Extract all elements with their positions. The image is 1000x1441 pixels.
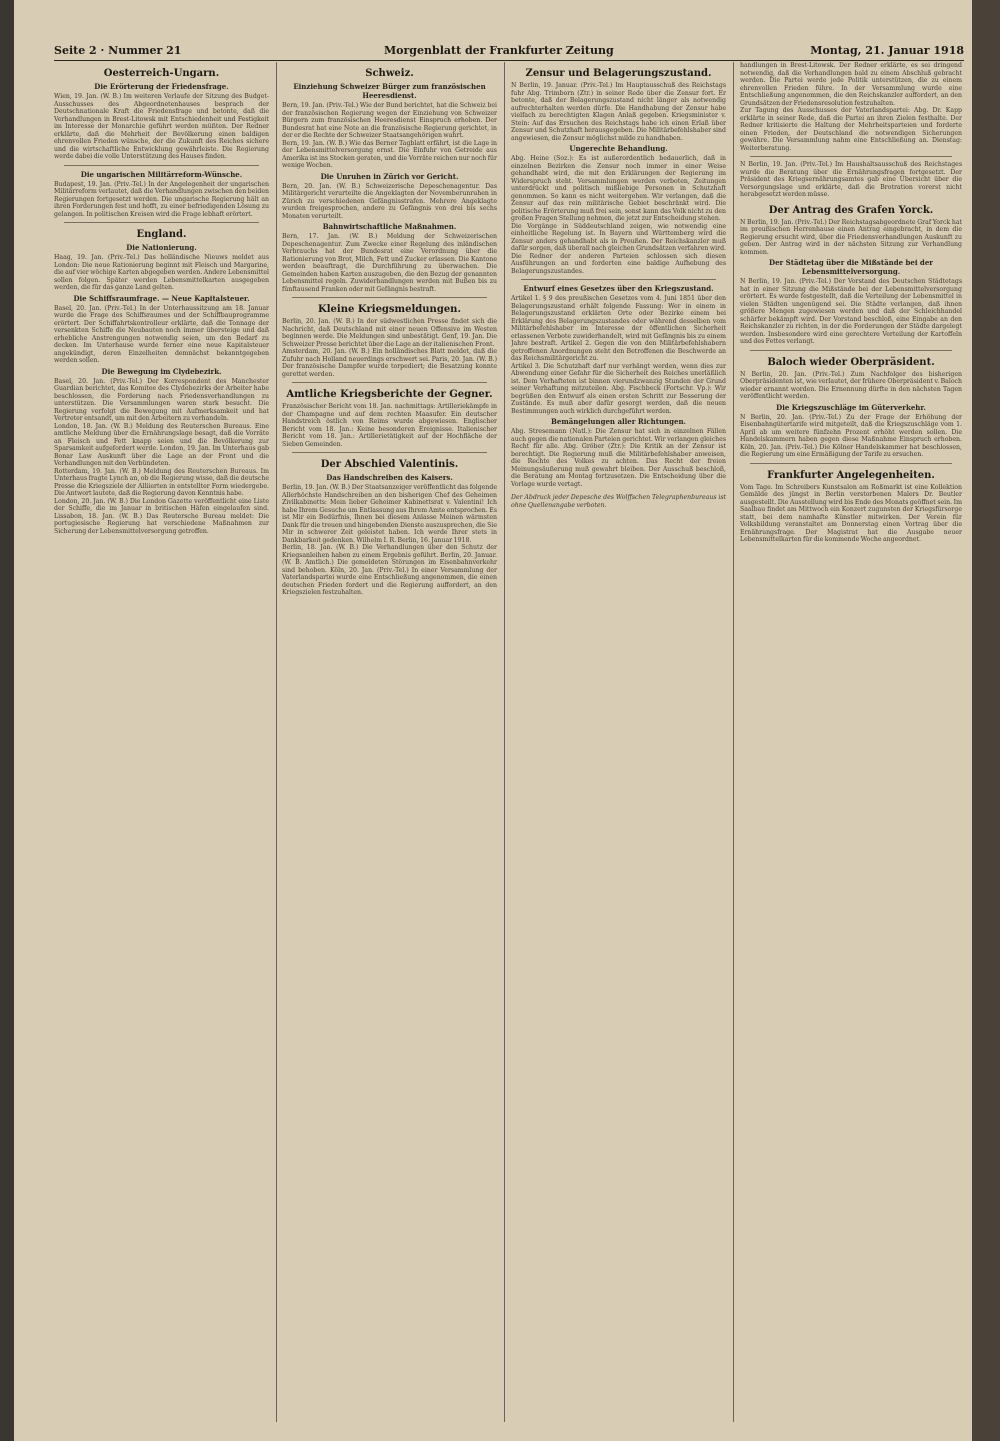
sub-heading: Die Unruhen in Zürich vor Gericht. xyxy=(320,171,459,181)
article-text: Wien, 19. Jan. (W. B.) Im weiteren Verlaufe der Sitzung des Budget-Ausschusses des Abgeordnetenhauses besprach der Deutschnationale Kraft die Friedensfrage und betonte, daß die Verhandlungen in Brest-Litowsk mit Entschiedenheit und Festigkeit im Interesse der Monarchie geführt werden müßten. Der Redner erklärte, daß die Mehrheit der Bevölkerung einen baldigen ehrenvollen Frieden wünsche, der die Zukunft des Reiches sichere und die wirtschaftliche Entwicklung gewährleiste. Die Regierung werde dabei die volle Unterstützung des Hauses finden. xyxy=(54,93,269,160)
newspaper-page xyxy=(14,0,972,1441)
article-text: Rotterdam, 19. Jan. (W. B.) Meldung des Reuterschen Bureaus. Im Unterhaus fragte Lynch an, ob die Regierung wisse, daß die deutsche Presse die Kriegsziele der Alliierten in entstellter Form wiedergebe. Die Antwort lautete, daß die Regierung davon Kenntnis habe. xyxy=(54,467,269,497)
article-text: Bern, 20. Jan. (W. B.) Schweizerische Depeschenagentur. Das Militärgericht verurteilte die Angeklagten der Novemberunruhen in Zürich zu verschiedenen Gefängnisstrafen. Mehrere Angeklagte wurden freigesprochen, andere zu Gefängnis von drei bis sechs Monaten verurteilt. xyxy=(282,182,497,220)
sub-heading: Einziehung Schweizer Bürger zum französischen Heeresdienst. xyxy=(293,82,486,100)
article-text: London, 18. Jan. (W. B.) Meldung des Reuterschen Bureaus. Eine amtliche Meldung über die Ernährungslage besagt, daß die Vorräte an Fleisch und Fett knapp seien und die Bevölkerung zur Sparsamkeit aufgefordert werde. London, 19. Jan. Im Unterhaus gab Bonar Law Auskunft über die Lage an der Front und die Verhandlungen mit den Verbündeten. xyxy=(54,422,269,467)
scan-edge-left xyxy=(0,0,14,1441)
sub-heading: Der Städtetag über die Mißstände bei der Lebensmittelversorgung. xyxy=(769,258,933,276)
article-text: Bern, 17. Jan. (W. B.) Meldung der Schweizerischen Depeschenagentur. Zum Zwecke einer Regelung des inländischen Verbrauchs hat der Bundesrat eine Verordnung über die Rationierung von Brot, Milch, Fett und Zucker erlassen. Die Kantone werden beauftragt, die Durchführung zu überwachen. Die Gemeinden haben Karten auszugeben, die den Bezug der genannten Lebensmittel regeln. Zuwiderhandlungen werden mit Bußen bis zu fünftausend Franken oder mit Gefängnis bestraft. xyxy=(282,233,497,293)
scan-edge-right xyxy=(972,0,1000,1441)
article-text: Vom Tage. Im Schreibers Kunstsalon am Roßmarkt ist eine Kollektion Gemälde des jüngst in Berlin verstorbenen Malers Dr. Beutler ausgestellt. Die Ausstellung wird bis Ende des Monats geöffnet sein. Im Saalbau findet am Mittwoch ein Konzert zugunsten der Kriegsfürsorge statt, bei dem namhafte Künstler mitwirken. Der Verein für Volksbildung veranstaltet am Donnerstag einen Vortrag über die Ernährungsfrage. Der Magistrat hat die Ausgabe neuer Lebensmittelkarten für die kommende Woche angeordnet. xyxy=(740,483,962,543)
column-1 xyxy=(54,62,269,1422)
section-heading: Baloch wieder Oberpräsident. xyxy=(767,356,935,368)
column-2 xyxy=(282,62,497,1422)
article-text: N Berlin, 20. Jan. (Priv.-Tel.) Zum Nachfolger des bisherigen Oberpräsidenten ist, wie verlautet, der frühere Oberpräsident v. Baloch wieder ernannt worden. Die Ernennung dürfte in den nächsten Tagen veröffentlicht werden. xyxy=(740,370,962,400)
column-divider xyxy=(504,62,505,1422)
section-separator xyxy=(750,463,952,464)
sub-heading: Das Handschreiben des Kaisers. xyxy=(326,473,453,482)
section-heading: Der Abschied Valentinis. xyxy=(320,459,459,470)
section-separator xyxy=(64,165,259,166)
column-divider xyxy=(733,62,734,1422)
sub-heading: Bemängelungen aller Richtungen. xyxy=(550,417,686,426)
footer-note: Der Abdruck jeder Depesche des Wolffschen Telegraphenbureaus ist ohne Quellenangabe verboten. xyxy=(511,494,726,509)
sub-heading: Die Bewegung im Clydebezirk. xyxy=(101,366,222,376)
column-divider xyxy=(276,62,277,1422)
article-text: N Berlin, 20. Jan. (Priv.-Tel.) Zu der Frage der Erhöhung der Eisenbahngütertarife wird mitgeteilt, daß die Kriegszuschläge vom 1. April ab um weitere fünfzehn Prozent erhöht werden sollen. Die Handelskammern haben gegen diese Maßnahme Einspruch erhoben. Köln, 20. Jan. (Priv.-Tel.) Die Kölner Handelskammer hat beschlossen, die Regierung um eine Ermäßigung der Tarife zu ersuchen. xyxy=(740,413,962,458)
article-text: Abg. Stresemann (Natl.): Die Zensur hat sich in einzelnen Fällen auch gegen die nationalen Parteien gerichtet. Wir verlangen gleiches Recht für alle. Abg. Gröber (Ztr.): Die Kritik an der Zensur ist berechtigt. Die Regierung muß die Militärbefehlshaber anweisen, die Rechte des Volkes zu achten. Das Recht der freien Meinungsäußerung muß gewahrt bleiben. Der Ausschuß beschloß, die Beratung am Montag fortzusetzen. Die Entscheidung über die Vorlage wurde vertagt. xyxy=(511,428,726,488)
article-text: Die Vorgänge in Süddeutschland zeigen, wie notwendig eine einheitliche Regelung ist. In Bayern und Württemberg wird die Zensur anders gehandhabt als in Preußen. Der Reichskanzler muß dafür sorgen, daß überall nach gleichen Grundsätzen verfahren wird. Die Redner der anderen Parteien schlossen sich diesen Ausführungen an und forderten eine baldige Aufhebung des Belagerungszustandes. xyxy=(511,222,726,275)
article-text: N Berlin, 19. Januar. (Priv.-Tel.) Im Hauptausschuß des Reichstags fuhr Abg. Trimborn (Ztr.) in seiner Rede über die Zensur fort. Er betonte, daß der Belagerungszustand nicht länger als notwendig aufrechterhalten werden dürfe. Die Handhabung der Zensur habe vielfach zu berechtigten Klagen Anlaß gegeben. Kriegsminister v. Stein: Auf das Ersuchen des Reichstags habe ich einen Erlaß über Zensur und Schutzhaft herausgegeben. Die Militärbefehlshaber sind angewiesen, die Zensur möglichst milde zu handhaben. xyxy=(511,82,726,142)
section-heading: Oesterreich-Ungarn. xyxy=(103,68,220,79)
article-text: Abg. Heine (Soz.): Es ist außerordentlich bedauerlich, daß in einzelnen Bezirken die Zensur noch immer in einer Weise gehandhabt wird, die mit den Erklärungen der Regierung im Widerspruch steht. Versammlungen werden verboten, Zeitungen unterdrückt und politisch mißliebige Personen in Schutzhaft genommen. So kann es nicht weitergehen. Wir verlangen, daß die Zensur auf das rein militärische Gebiet beschränkt wird. Die politische Erörterung muß frei sein, sonst kann das Volk nicht zu den großen Fragen Stellung nehmen, die jetzt zur Entscheidung stehen. xyxy=(511,155,726,222)
section-heading: Frankfurter Angelegenheiten. xyxy=(767,469,935,481)
section-separator xyxy=(750,350,952,351)
sub-heading: Die Kriegszuschläge im Güterverkehr. xyxy=(776,402,926,412)
section-heading: Der Antrag des Grafen Yorck. xyxy=(768,204,934,216)
section-separator xyxy=(292,452,487,453)
article-text: Haag, 19. Jan. (Priv.-Tel.) Das holländische Nieuws meldet aus London: Die neue Rationierung beginnt mit Fleisch und Margarine, die auf vier wöchige Karten abgegeben werden. Andere Lebensmittel sollen folgen. Später werden Lebensmittelkarten ausgegeben werden, die für das ganze Land gelten. xyxy=(54,254,269,291)
article-text: Basel, 20. Jan. (Priv.-Tel.) Der Korrespondent des Manchester Guardian berichtet, das Komitee des Clydebezirks der Arbeiter habe beschlossen, die Forderung nach Friedensverhandlungen zu unterstützen. Die Versammlungen waren stark besucht. Die Regierung verfolgt die Bewegung mit Aufmerksamkeit und hat Vertreter entsandt, um mit den Arbeitern zu verhandeln. xyxy=(54,377,269,422)
section-heading: England. xyxy=(136,229,187,240)
article-text: Bern, 19. Jan. (W. B.) Wie das Berner Tagblatt erfährt, ist die Lage in der Lebensmittelversorgung ernst. Die Einfuhr von Getreide aus Amerika ist ins Stocken geraten, und die Vorräte reichen nur noch für wenige Wochen. xyxy=(282,139,497,169)
article-text: Budapest, 19. Jan. (Priv.-Tel.) In der Angelegenheit der ungarischen Militärreform verlautet, daß die Verhandlungen zwischen den beiden Regierungen fortgesetzt werden. Die ungarische Regierung hält an ihren Forderungen fest und hofft, zu einer befriedigenden Lösung zu gelangen. In politischen Kreisen wird die Frage lebhaft erörtert. xyxy=(54,180,269,218)
page-number: Seite 2 · Nummer 21 xyxy=(54,44,182,57)
page-header xyxy=(54,44,964,61)
sub-heading: Die Erörterung der Friedensfrage. xyxy=(94,82,229,91)
sub-heading: Entwurf eines Gesetzes über den Kriegszustand. xyxy=(523,284,714,293)
masthead: Morgenblatt der Frankfurter Zeitung xyxy=(384,44,614,57)
article-text: Artikel 1. § 9 des preußischen Gesetzes vom 4. Juni 1851 über den Belagerungszustand erhält folgende Fassung: Wer in einem in Belagerungszustand erklärten Orte oder Bezirke einem bei Erklärung des Belagerungszustandes oder während desselben vom Militärbefehlshaber im Interesse der öffentlichen Sicherheit erlassenen Verbote zuwiderhandelt, wird mit Gefängnis bis zu einem Jahre bestraft. Artikel 2. Gegen die von den Militärbefehlshabern getroffenen Anordnungen steht den Betroffenen die Beschwerde an das Reichsmilitärgericht zu. xyxy=(511,295,726,362)
article-text: Französischer Bericht vom 18. Jan. nachmittags: Artilleriekämpfe in der Champagne und auf dem rechten Maasufer. Ein deutscher Handstreich östlich von Reims wurde abgewiesen. Englischer Bericht vom 18. Jan.: Keine besonderen Ereignisse. Italienischer Bericht vom 18. Jan.: Artillerietätigkeit auf der Hochfläche der Sieben Gemeinden. xyxy=(282,403,497,448)
article-text: Zur Tagung des Ausschusses der Vaterlandspartei: Abg. Dr. Kapp erklärte in seiner Rede, daß die Partei an ihren Zielen festhalte. Der Redner kritisierte die Haltung der Mehrheitsparteien und forderte einen Frieden, der Deutschland die notwendigen Sicherungen gewähre. Die Versammlung nahm eine Entschließung an. Dienstag: Weiterberatung. xyxy=(740,107,962,152)
article-text: London, 20. Jan. (W. B.) Die London Gazette veröffentlicht eine Liste der Schiffe, die im Januar in britischen Häfen eingelaufen sind. Lissabon, 18. Jan. (W. B.) Das Reutersche Bureau meldet: Die portugiesische Regierung hat verschiedene Maßnahmen zur Sicherung der Lebensmittelversorgung getroffen. xyxy=(54,497,269,535)
section-separator xyxy=(292,297,487,298)
section-separator xyxy=(750,156,952,157)
article-text: Bern, 19. Jan. (Priv.-Tel.) Wie der Bund berichtet, hat die Schweiz bei der französischen Regierung wegen der Einziehung von Schweizer Bürgern zum französischen Heeresdienst Einspruch erhoben. Der Bundesrat hat eine Note an die französische Regierung gerichtet, in der er die Rechte der Schweizer Staatsangehörigen wahrt. xyxy=(282,102,497,139)
sub-heading: Bahnwirtschaftliche Maßnahmen. xyxy=(322,222,457,231)
section-heading: Kleine Kriegsmeldungen. xyxy=(318,304,461,315)
section-separator xyxy=(64,222,259,223)
issue-date: Montag, 21. Januar 1918 xyxy=(810,44,964,57)
column-3 xyxy=(511,62,726,1422)
section-separator xyxy=(292,382,487,383)
article-text: N Berlin, 19. Jan. (Priv.-Tel.) Im Haushaltsausschuß des Reichstages wurde die Beratung über die Ernährungsfragen fortgesetzt. Der Präsident des Kriegsernährungsamtes gab eine Übersicht über die Versorgungslage und erklärte, daß die Brotration vorerst nicht herabgesetzt werden müsse. xyxy=(740,161,962,198)
sub-heading: Die Schiffsraumfrage. — Neue Kapitalsteuer. xyxy=(73,293,250,303)
sub-heading: Die Nationierung. xyxy=(126,243,197,252)
article-text: Berlin, 20. Jan. (W. B.) In der südwestlichen Presse findet sich die Nachricht, daß Deutschland mit einer neuen Offensive im Westen beginnen werde. Die Meldungen sind unbestätigt. Genf, 19. Jan. Die Schweizer Presse berichtet über die Lage an der italienischen Front. xyxy=(282,318,497,348)
sub-heading: Ungerechte Behandlung. xyxy=(569,144,668,153)
article-text: Amsterdam, 20. Jan. (W. B.) Ein holländisches Blatt meldet, daß die Zufuhr nach Holland neuerdings erschwert sei. Paris, 20. Jan. (W. B.) Der französische Dampfer wurde torpediert; die Besatzung konnte gerettet werden. xyxy=(282,348,497,378)
article-text: N Berlin, 19. Jan. (Priv.-Tel.) Der Reichstagsabgeordnete Graf Yorck hat im preußischen Herrenhause einen Antrag eingebracht, in dem die Regierung ersucht wird, über die Friedensverhandlungen Auskunft zu geben. Der Antrag wird in der nächsten Sitzung zur Verhandlung kommen. xyxy=(740,218,962,256)
section-heading: Amtliche Kriegsberichte der Gegner. xyxy=(286,389,493,400)
section-heading: Zensur und Belagerungszustand. xyxy=(525,68,712,79)
article-text: Berlin, 19. Jan. (W. B.) Der Staatsanzeiger veröffentlicht das folgende Allerhöchste Handschreiben an den bisherigen Chef des Geheimen Zivilkabinetts: Mein lieber Geheimer Kabinettsrat v. Valentini! Ich habe Ihrem Gesuche um Entlassung aus Ihrem Amte entsprochen. Es ist Mir ein Bedürfnis, Ihnen bei diesem Anlasse Meinen wärmsten Dank für die treuen und hingebenden Dienste auszusprechen, die Sie Mir in schwerer Zeit geleistet haben. Ich werde Ihrer stets in Dankbarkeit gedenken. Wilhelm I. R. Berlin, 16. Januar 1918. xyxy=(282,484,497,544)
article-text: Artikel 3. Die Schutzhaft darf nur verhängt werden, wenn dies zur Abwendung einer Gefahr für die Sicherheit des Reiches unerläßlich ist. Dem Verhafteten ist binnen vierundzwanzig Stunden der Grund seiner Verhaftung mitzuteilen. Abg. Fischbeck (Fortschr. Vp.): Wir begrüßen den Entwurf als einen ersten Schritt zur Besserung der Zustände. Es muß aber dafür gesorgt werden, daß die neuen Bestimmungen auch wirklich durchgeführt werden. xyxy=(511,362,726,415)
sub-heading: Die ungarischen Militärreform-Wünsche. xyxy=(80,169,243,179)
article-text: Basel, 20. Jan. (Priv.-Tel.) In der Unterhaussitzung am 18. Januar wurde die Frage des Schiffsraumes und der Schiffbauprogramme erörtert. Der Schiffahrtskontrolleur erklärte, daß die Tonnage der versenkten Schiffe die Neubauten noch immer übersteige und daß erhebliche Anstrengungen notwendig seien, um den Bedarf zu decken. Im Unterhause wurde ferner eine neue Kapitalsteuer angekündigt, deren Einzelheiten demnächst bekanntgegeben werden sollen. xyxy=(54,304,269,364)
section-heading: Schweiz. xyxy=(365,68,414,79)
article-text: handlungen in Brest-Litowsk. Der Redner erklärte, es sei dringend notwendig, daß die Verhandlungen bald zu einem Abschluß gebracht werden. Die Partei werde jede Politik unterstützen, die zu einem ehrenvollen Frieden führe. In der Versammlung wurde eine Entschließung angenommen, die den Reichskanzler auffordert, an den Grundsätzen der Friedensresolution festzuhalten. xyxy=(740,62,962,107)
article-text: Berlin, 18. Jan. (W. B.) Die Verhandlungen über den Schutz der Kriegsanleihen haben zu einem Ergebnis geführt. Berlin, 20. Januar. (W. B. Amtlich.) Die gemeldeten Störungen im Eisenbahnverkehr sind behoben. Köln, 20. Jan. (Priv.-Tel.) In einer Versammlung der Vaterlandspartei wurde eine Entschließung angenommen, die einen deutschen Frieden fordert und die Regierung auffordert, an den Kriegszielen festzuhalten. xyxy=(282,544,497,596)
column-4 xyxy=(740,62,962,1422)
article-text: N Berlin, 19. Jan. (Priv.-Tel.) Der Vorstand des Deutschen Städtetags hat in einer Sitzung die Mißstände bei der Lebensmittelversorgung erörtert. Es wurde festgestellt, daß die Verteilung der Lebensmittel in vielen Städten ungenügend sei. Die Städte verlangen, daß ihnen größere Mengen zugewiesen werden und daß der Schleichhandel schärfer bekämpft wird. Der Vorstand beschloß, eine Eingabe an den Reichskanzler zu richten, in der die Forderungen der Städte dargelegt werden. Insbesondere wird eine gerechtere Verteilung der Kartoffeln und des Fettes verlangt. xyxy=(740,278,962,345)
section-separator xyxy=(521,279,716,280)
